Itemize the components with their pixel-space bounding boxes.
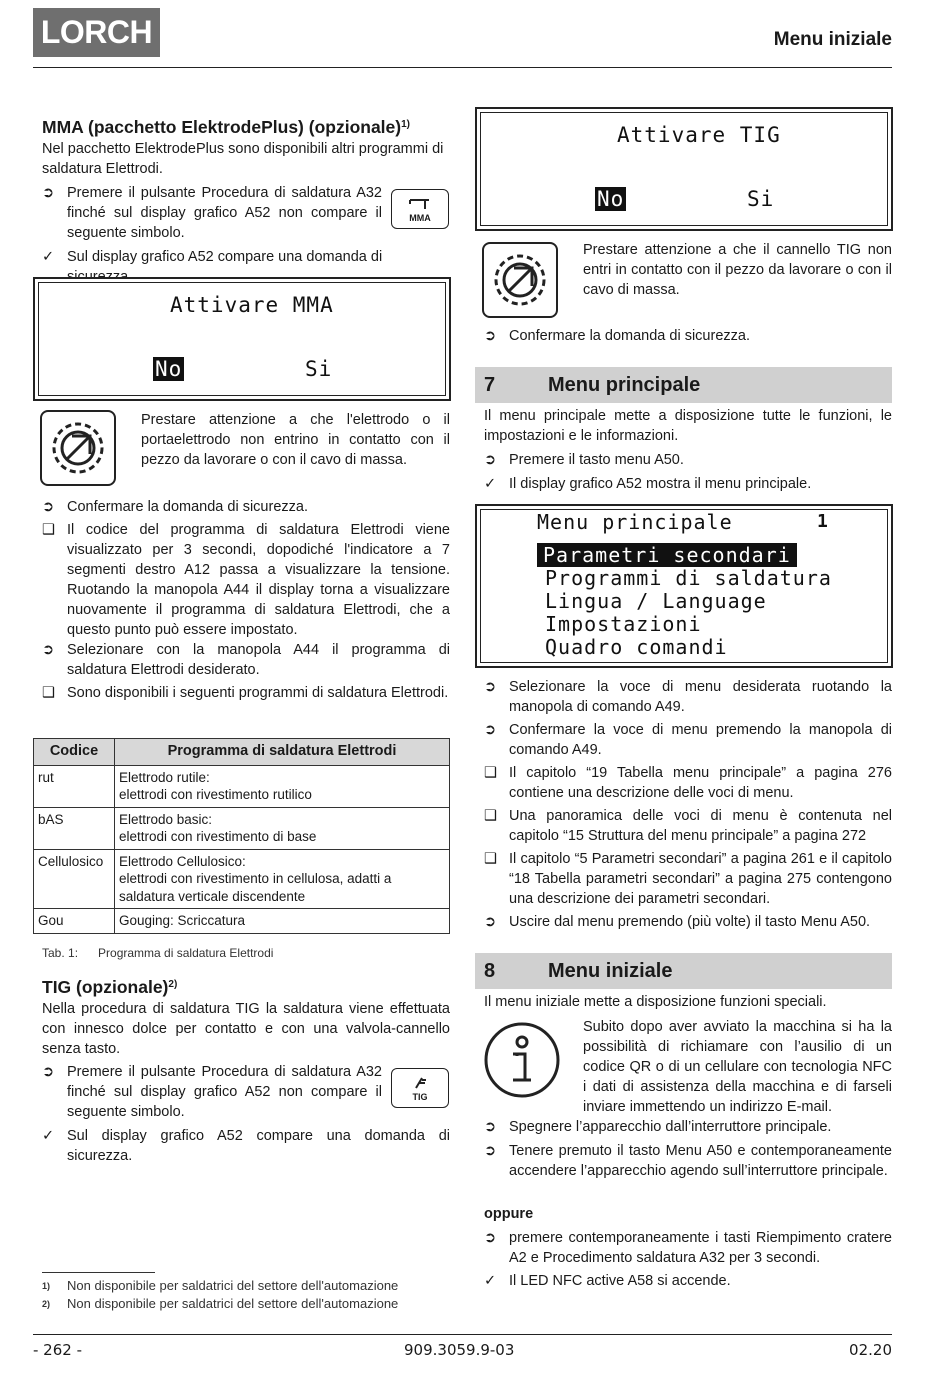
torch-icon [410, 1076, 430, 1090]
section-7-note-3: ❑ Il capitolo “5 Parametri secondari” a pagina 261 e il capitolo “18 Tabella parametri secondari” a pagina 275 contengono una descrizione dei parametri secondari. [484, 851, 892, 907]
section-8-oppure: oppure [484, 1206, 534, 1222]
lorch-logo: LORCH [33, 8, 160, 57]
table-caption: Tab. 1: Programma di saldatura Elettrodi [42, 946, 274, 960]
table-header-program: Programma di saldatura Elettrodi [115, 739, 450, 766]
mma-heading: MMA (pacchetto ElektrodePlus) (opzionale)$^{1)}$ [42, 116, 411, 137]
tig-lcd-display [475, 107, 893, 231]
tig-heading: TIG (opzionale)$^{2)}$ [42, 976, 178, 997]
mma-confirm: ➲ Confermare la domanda di sicurezza. [42, 499, 308, 515]
mma-step-1: ➲ Premere il pulsante Procedura di saldatura A32 finché sul display grafico A52 non compare il seguente simbolo. [42, 185, 382, 241]
mma-symbol: MMA [391, 189, 449, 229]
lcd-option-si: Si [305, 357, 333, 381]
mma-result-1: ✓ Sul display grafico A52 compare una domanda di [42, 249, 383, 265]
section-7-step-2: ➲ Selezionare la voce di menu desiderata ruotando la manopola di comando A49. [484, 679, 892, 715]
lcd-option-no: No [597, 187, 625, 211]
section-8-result: ✓ Il LED NFC active A58 si accende. [484, 1273, 731, 1289]
table-row: rut Elettrodo rutile: elettrodi con rivestimento rutilico [34, 765, 450, 807]
mma-note-1: ❑ Il codice del programma di saldatura Elettrodi viene visualizzato per 3 secondi, dopodiché l'indicatore a 7 segmenti destro A12 passa a visualizzare la tensione. Ruotando la manopola A44 il display torna a visualizzare nuovamente il programma di saldatura Elettrodi, che a questo punto può essere impostato. [42, 522, 450, 638]
header-rule [33, 67, 892, 68]
section-7-step-4: ➲ Uscire dal menu premendo (più volte) il tasto Menu A50. [484, 914, 871, 930]
table-row: Gou Gouging: Scriccatura [34, 909, 450, 934]
page-number: - 262 - [33, 1341, 82, 1359]
section-8-intro: Il menu iniziale mette a disposizione funzioni speciali. [484, 994, 827, 1010]
electrode-icon [407, 197, 433, 211]
tig-step-1: ➲ Premere il pulsante Procedura di saldatura A32 finché sul display grafico A52 non compare il seguente simbolo. [42, 1064, 382, 1120]
document-number: 909.3059.9-03 [404, 1341, 515, 1359]
mma-intro: Nel pacchetto ElektrodePlus sono disponibili altri programmi di saldatura Elettrodi. [42, 141, 444, 177]
section-8-step-3: ➲ premere contemporaneamente i tasti Riempimento cratere A2 e Procedimento saldatura A32 per 3 secondi. [484, 1230, 892, 1266]
table-row: bAS Elettrodo basic: elettrodi con rivestimento di base [34, 807, 450, 849]
tig-symbol: TIG [391, 1068, 449, 1108]
mma-warning: Prestare attenzione a che l'elettrodo o il portaelettrodo non entrino in contatto con il pezzo da lavorare o con il cavo di massa. [141, 412, 450, 468]
lcd-title: Attivare MMA [170, 293, 334, 317]
mma-note-2: ❑ Sono disponibili i seguenti programmi di saldatura Elettrodi. [42, 685, 449, 701]
tig-intro: Nella procedura di saldatura TIG la saldatura viene effettuata con innesco dolce per contatto e con una valvola-cannello senza tasto. [42, 1001, 450, 1057]
document-date: 02.20 [849, 1341, 892, 1359]
footer-rule [33, 1334, 892, 1335]
info-icon [482, 1020, 562, 1100]
section-7-step-3: ➲ Confermare la voce di menu premendo la manopola di comando A49. [484, 722, 892, 758]
tig-confirm: ➲ Confermare la domanda di sicurezza. [484, 328, 750, 344]
section-7-note-1: ❑ Il capitolo “19 Tabella menu principale” a pagina 276 contiene una descrizione delle voci di menu. [484, 765, 892, 801]
safety-gear-icon [482, 242, 558, 318]
section-7-result-1: ✓ Il display grafico A52 mostra il menu principale. [484, 476, 812, 492]
mma-lcd-display [33, 277, 451, 401]
mma-step-2: ➲ Selezionare con la manopola A44 il programma di saldatura Elettrodi desiderato. [42, 642, 450, 678]
lcd-menu-item: Programmi di saldatura [545, 566, 832, 590]
lcd-title: Attivare TIG [617, 123, 781, 147]
table-row: Cellulosico Elettrodo Cellulosico: elettrodi con rivestimento in cellulosa, adatti a saldatura verticale discendente [34, 849, 450, 909]
main-menu-lcd-display [475, 504, 893, 668]
lcd-menu-item: Quadro comandi [545, 635, 728, 659]
footnote-rule [42, 1272, 155, 1273]
lcd-menu-item-selected: Parametri secondari [537, 543, 797, 567]
lcd-menu-item: Lingua / Language [545, 589, 767, 613]
lcd-title: Menu principale [537, 510, 733, 534]
section-7-heading: 7 Menu principale [475, 367, 892, 403]
section-8-step-2: ➲ Tenere premuto il tasto Menu A50 e contemporaneamente accendere l’apparecchio agendo sull’interruttore principale. [484, 1143, 892, 1179]
section-7-step-1: ➲ Premere il tasto menu A50. [484, 452, 684, 468]
page-header-title: Menu iniziale [773, 29, 892, 50]
section-7-intro: Il menu principale mette a disposizione tutte le funzioni, le impostazioni e le informazioni. [484, 408, 892, 444]
section-8-heading: 8 Menu iniziale [475, 953, 892, 989]
section-7-note-2: ❑ Una panoramica delle voci di menu è contenuta nel capitolo “15 Struttura del menu principale” a pagina 272 [484, 808, 892, 844]
tig-warning: Prestare attenzione a che il cannello TIG non entri in contatto con il pezzo da lavorare o con il cavo di massa. [583, 242, 892, 298]
safety-gear-icon [40, 410, 116, 486]
footnote-2: 2) Non disponibile per saldatrici del settore dell'automazione [42, 1296, 399, 1311]
lcd-menu-item: Impostazioni [545, 612, 702, 636]
lcd-page-indicator: 1 [817, 511, 829, 532]
section-8-info: Subito dopo aver avviato la macchina si ha la possibilità di richiamare con l’ausilio di un codice QR o di un cellulare con tecnologia NFC i dati di assistenza della macchina e di farseli inviare immettendo un indirizzo E-mail. [583, 1019, 892, 1115]
section-8-step-1: ➲ Spegnere l’apparecchio dall’interruttore principale. [484, 1119, 832, 1135]
table-header-code: Codice [34, 739, 115, 766]
lcd-option-no: No [155, 357, 183, 381]
electrode-program-table [33, 738, 450, 934]
footnote-1: 1) Non disponibile per saldatrici del settore dell'automazione [42, 1278, 399, 1293]
lcd-option-si: Si [747, 187, 775, 211]
tig-result-1: ✓ Sul display grafico A52 compare una domanda di sicurezza. [42, 1128, 450, 1164]
